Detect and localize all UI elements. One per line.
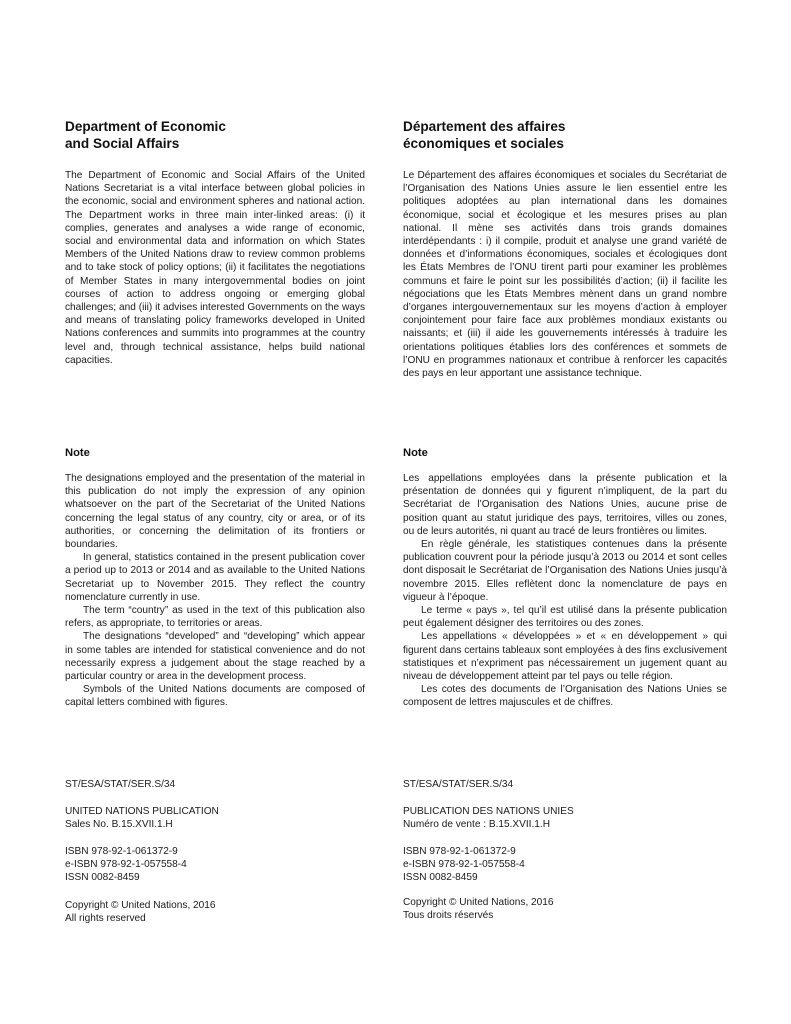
french-eisbn: e-ISBN 978-92-1-057558-4 <box>403 859 525 871</box>
french-document-symbol: ST/ESA/STAT/SER.S/34 <box>403 779 514 790</box>
french-copyright-block <box>403 896 727 922</box>
english-isbn: ISBN 978-92-1-061372-9 <box>65 846 178 857</box>
french-note-paragraph: Le terme « pays », tel qu’il est utilisé dans la présente publication peut également désigner des territoires ou des zones. <box>403 605 727 630</box>
french-intro-paragraph: Le Département des affaires économiques et sociales du Secrétariat de l’Organisation des Nations Unies assure le lien essentiel entre les politiques adoptées au plan international dans les domaines économique, social et écologique et les mesures prises au plan national. Il mène ses activités dans trois grands domaines interdépendants : i) il compile, produit et analyse une grand variété de données et d’informations économiques, sociales et écologiques dont les États Membres de l’ONU tirent parti pour examiner les problèmes communs et faire le point sur les possibilités d’action; (ii) il facilite les négociations que les États Membres mènent dans un grand nombre d’organes intergouvernementaux sur les moyens d’action à employer conjointement pour faire face aux problèmes mondiaux existants ou naissants; et (iii) il aide les gouvernements intéressés à traduire les orientations politiques établies lors des conférences et sommets de l’ONU en programmes nationaux et contribue à renforcer les capacités des pays en leur apportant une assistance technique. <box>403 170 727 380</box>
english-intro-block <box>65 169 365 367</box>
french-note-heading: Note <box>403 447 428 459</box>
french-symbol-block <box>403 778 727 791</box>
english-copyright: Copyright © United Nations, 2016 <box>65 900 216 911</box>
french-isbn: ISBN 978-92-1-061372-9 <box>403 846 516 857</box>
french-note-paragraph: Les appellations « développées » et « en développement » qui figurent dans certains tableaux sont employées à des fins exclusivement statistiques et n’expriment pas nécessairement un jugement quant au niveau de développement atteint par tel pays ou telle région. <box>403 631 727 683</box>
french-rights: Tous droits réservés <box>403 910 494 922</box>
english-rights: All rights reserved <box>65 913 146 925</box>
french-isbn-block <box>403 845 727 885</box>
english-sales-number: Sales No. B.15.XVII.1.H <box>65 819 173 831</box>
french-note-paragraph: En règle générale, les statistiques contenues dans la présente publication couvrent pour la période jusqu’à 2013 ou 2014 et sont celles dont disposait le Secrétariat de l’Organisation des Nations Unies jusqu’à novembre 2015. Elles reflètent donc la nomenclature de pays en vigueur à l’époque. <box>403 539 727 603</box>
french-publication-block <box>403 805 727 831</box>
english-heading-block <box>65 118 365 152</box>
french-note-paragraph: Les appellations employées dans la présente publication et la présentation de données qui y figurent n’impliquent, de la part du Secrétariat de l’Organisation des Nations Unies, aucune prise de position quant au statut juridique des pays, territoires, villes ou zones, ou de leurs autorités, ni quant au tracé de leurs frontières ou limites. <box>403 473 727 537</box>
english-note-paragraph: Symbols of the United Nations documents are composed of capital letters combined with figures. <box>65 684 365 709</box>
french-heading-line1: Département des affaires <box>403 119 566 134</box>
english-heading-line2: and Social Affairs <box>65 136 180 151</box>
french-sales-number: Numéro de vente : B.15.XVII.1.H <box>403 819 550 831</box>
french-issn: ISSN 0082-8459 <box>403 872 478 884</box>
english-heading-line1: Department of Economic <box>65 119 226 134</box>
english-eisbn: e-ISBN 978-92-1-057558-4 <box>65 859 187 871</box>
french-heading-line2: économiques et sociales <box>403 136 564 151</box>
english-note-heading-block <box>65 446 365 460</box>
english-isbn-block <box>65 845 365 885</box>
english-issn: ISSN 0082-8459 <box>65 872 140 884</box>
english-note-paragraph: The designations “developed” and “developing” which appear in some tables are intended for statistical convenience and do not necessarily express a judgement about the stage reached by a particular country or area in the development process. <box>65 631 365 683</box>
french-note-heading-block <box>403 446 727 460</box>
english-publication-label: UNITED NATIONS PUBLICATION <box>65 806 219 817</box>
english-intro-paragraph: The Department of Economic and Social Affairs of the United Nations Secretariat is a vital interface between global policies in the economic, social and environment spheres and national action. The Department works in three main inter-linked areas: (i) it complies, generates and analyses a wide range of economic, social and environmental data and information on which States Members of the United Nations draw to review common problems and to take stock of policy options; (ii) it facilitates the negotiations of Member States in many intergovernmental bodies on joint courses of action to address ongoing or emerging global challenges; and (iii) it advises interested Governments on the ways and means of translating policy frameworks developed in United Nations conferences and summits into programmes at the country level and, through technical assistance, helps build national capacities. <box>65 170 365 366</box>
english-note-heading: Note <box>65 447 90 459</box>
english-note-paragraph: The designations employed and the presentation of the material in this publication do not imply the expression of any opinion whatsoever on the part of the Secretariat of the United Nations concerning the legal status of any country, city or area, or of its authorities, or concerning the delimitation of its frontiers or boundaries. <box>65 473 365 551</box>
english-publication-block <box>65 805 365 831</box>
french-note-block <box>403 472 727 710</box>
french-copyright: Copyright © United Nations, 2016 <box>403 897 554 908</box>
french-heading-block <box>403 118 727 152</box>
english-copyright-block <box>65 899 365 925</box>
english-symbol-block <box>65 778 365 791</box>
english-note-paragraph: The term “country” as used in the text of this publication also refers, as appropriate, to territories or areas. <box>65 605 365 630</box>
english-note-block <box>65 472 365 710</box>
english-note-paragraph: In general, statistics contained in the present publication cover a period up to 2013 or 2014 and as available to the United Nations Secretariat up to November 2015. They reflect the country nomenclature currently in use. <box>65 552 365 603</box>
french-publication-label: PUBLICATION DES NATIONS UNIES <box>403 806 574 817</box>
english-document-symbol: ST/ESA/STAT/SER.S/34 <box>65 779 176 790</box>
french-note-paragraph: Les cotes des documents de l’Organisation des Nations Unies se composent de lettres majuscules et de chiffres. <box>403 684 727 709</box>
french-intro-block <box>403 169 727 380</box>
